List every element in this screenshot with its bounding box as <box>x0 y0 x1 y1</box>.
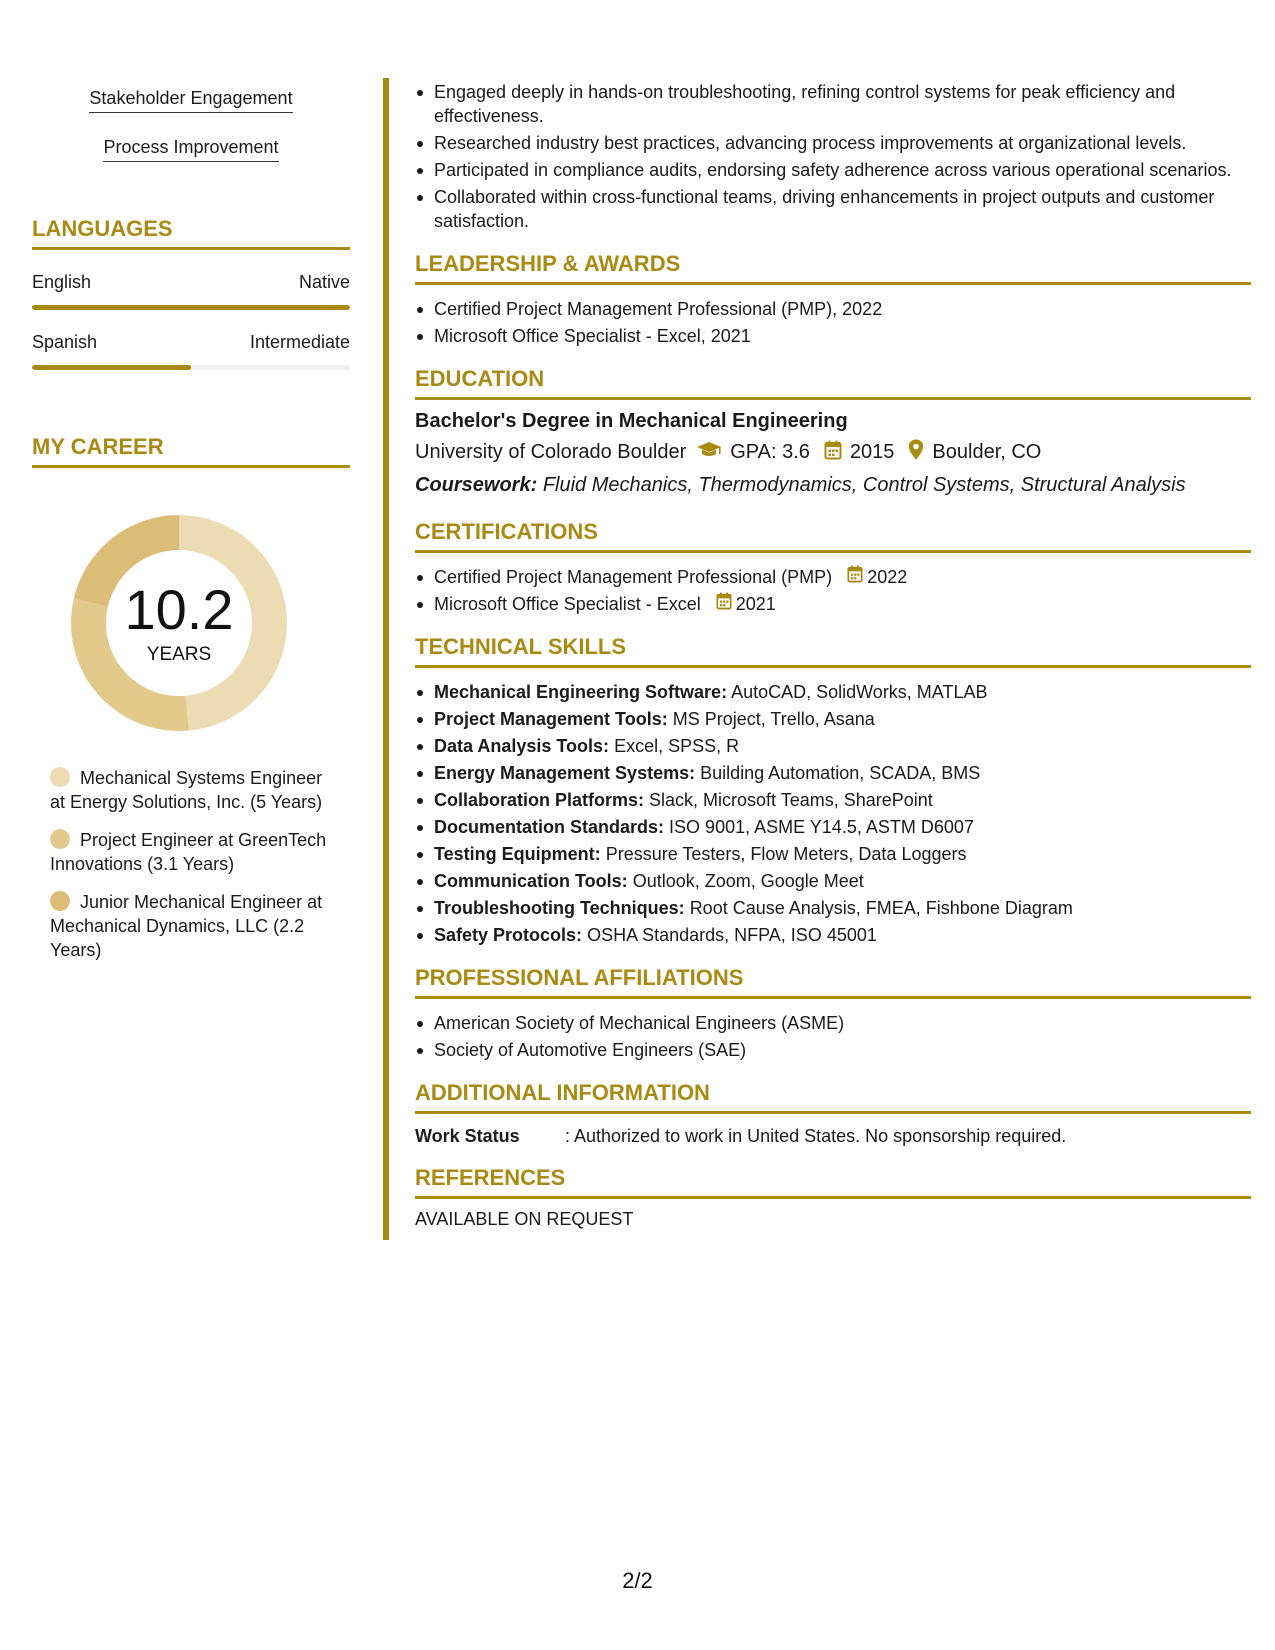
calendar-icon <box>847 565 867 589</box>
list-item: Collaborated within cross-functional teams, driving enhancements in project outputs and customer satisfaction. <box>434 185 1251 233</box>
leadership-list <box>415 297 1251 348</box>
skill-category: Troubleshooting Techniques: <box>434 898 685 918</box>
skill-category: Testing Equipment: <box>434 844 601 864</box>
list-item <box>434 592 1251 616</box>
list-item <box>434 842 1251 866</box>
certifications-list <box>415 565 1251 616</box>
right-column <box>415 80 1251 1230</box>
language-name: Spanish <box>32 332 98 352</box>
calendar-icon <box>824 440 842 466</box>
references-text: AVAILABLE ON REQUEST <box>415 1209 634 1229</box>
school-name: University of Colorado Boulder <box>415 441 687 463</box>
column-divider <box>383 78 389 1240</box>
skill-category: Project Management Tools: <box>434 709 668 729</box>
list-item: Society of Automotive Engineers (SAE) <box>434 1038 1251 1062</box>
skill-category: Data Analysis Tools: <box>434 736 610 756</box>
career-unit: YEARS <box>146 644 212 665</box>
education-location: Boulder, CO <box>932 441 1042 463</box>
languages-section <box>32 216 350 370</box>
degree: Bachelor's Degree in Mechanical Engineering <box>415 410 848 432</box>
language-bar <box>32 305 350 310</box>
list-item <box>434 565 1251 589</box>
technical-skills-list <box>415 680 1251 947</box>
career-donut-chart <box>66 510 292 736</box>
education-entry <box>415 410 1251 497</box>
experience-bullets <box>415 80 1251 233</box>
language-bar-fill <box>32 305 350 310</box>
affiliations-list <box>415 1011 1251 1062</box>
page-number: 2/2 <box>622 1568 653 1593</box>
skill-category: Mechanical Engineering Software: <box>434 682 728 702</box>
language-level: Native <box>298 272 350 292</box>
skill-values: Building Automation, SCADA, BMS <box>700 763 981 783</box>
calendar-icon <box>716 592 736 616</box>
skill-tag: Process Improvement <box>103 137 278 162</box>
education-details <box>415 439 1251 466</box>
left-column <box>32 78 350 976</box>
legend-dot-icon <box>50 767 70 787</box>
skill-values: MS Project, Trello, Asana <box>672 709 875 729</box>
work-status-label: Work Status <box>415 1126 520 1146</box>
skill-values: Slack, Microsoft Teams, SharePoint <box>649 790 933 810</box>
graduation-cap-icon <box>696 441 722 465</box>
skill-category: Safety Protocols: <box>434 925 583 945</box>
list-item <box>434 788 1251 812</box>
list-item <box>434 761 1251 785</box>
list-item: Certified Project Management Professional (PMP), 2022 <box>434 297 1251 321</box>
list-item <box>434 896 1251 920</box>
skill-values: Pressure Testers, Flow Meters, Data Loggers <box>605 844 967 864</box>
location-pin-icon <box>908 439 924 466</box>
certification-year: 2021 <box>735 594 776 614</box>
skill-values: Root Cause Analysis, FMEA, Fishbone Diagram <box>689 898 1073 918</box>
career-item-label: Project Engineer at GreenTech Innovations (3.1 Years) <box>50 830 327 874</box>
skill-values: Excel, SPSS, R <box>614 736 740 756</box>
skill-values: OSHA Standards, NFPA, ISO 45001 <box>587 925 877 945</box>
technical-skills-heading: TECHNICAL SKILLS <box>415 634 1251 668</box>
language-item <box>32 272 350 310</box>
gpa: GPA: 3.6 <box>730 441 810 463</box>
career-total: 10.2 <box>124 578 234 641</box>
legend-dot-icon <box>50 829 70 849</box>
list-item <box>434 923 1251 947</box>
language-level: Intermediate <box>249 332 350 352</box>
list-item <box>434 707 1251 731</box>
career-item-label: Junior Mechanical Engineer at Mechanical Dynamics, LLC (2.2 Years) <box>50 892 323 960</box>
certification-year: 2022 <box>867 567 908 587</box>
graduation-year: 2015 <box>849 441 895 463</box>
career-legend <box>50 766 330 962</box>
languages-heading: LANGUAGES <box>32 216 350 250</box>
coursework-list: Fluid Mechanics, Thermodynamics, Control Systems, Structural Analysis <box>542 474 1186 496</box>
work-status-row <box>415 1126 1251 1147</box>
list-item: Participated in compliance audits, endorsing safety adherence across various operational scenarios. <box>434 158 1251 182</box>
language-item <box>32 332 350 370</box>
certifications-heading: CERTIFICATIONS <box>415 519 1251 553</box>
work-status-value: : Authorized to work in United States. No sponsorship required. <box>565 1126 1067 1146</box>
language-bar <box>32 365 350 370</box>
certification-date <box>847 565 907 589</box>
coursework-label: Coursework: <box>415 474 538 496</box>
skill-tag: Stakeholder Engagement <box>89 88 292 113</box>
list-item: American Society of Mechanical Engineers (ASME) <box>434 1011 1251 1035</box>
skill-values: ISO 9001, ASME Y14.5, ASTM D6007 <box>669 817 974 837</box>
certification-name: Certified Project Management Professional (PMP) <box>434 567 833 587</box>
language-name: English <box>32 272 92 292</box>
list-item <box>434 734 1251 758</box>
skill-category: Communication Tools: <box>434 871 628 891</box>
legend-dot-icon <box>50 891 70 911</box>
affiliations-heading: PROFESSIONAL AFFILIATIONS <box>415 965 1251 999</box>
list-item <box>434 869 1251 893</box>
list-item <box>434 680 1251 704</box>
skill-values: Outlook, Zoom, Google Meet <box>632 871 864 891</box>
skill-tags <box>32 78 350 172</box>
additional-info-heading: ADDITIONAL INFORMATION <box>415 1080 1251 1114</box>
career-item-label: Mechanical Systems Engineer at Energy Solutions, Inc. (5 Years) <box>50 768 323 812</box>
career-heading: MY CAREER <box>32 434 350 468</box>
list-item: Engaged deeply in hands-on troubleshooting, refining control systems for peak efficiency and effectiveness. <box>434 80 1251 128</box>
language-bar-fill <box>32 365 191 370</box>
skill-values: AutoCAD, SolidWorks, MATLAB <box>731 682 988 702</box>
skill-category: Collaboration Platforms: <box>434 790 645 810</box>
career-item <box>50 766 330 814</box>
references-heading: REFERENCES <box>415 1165 1251 1199</box>
skill-category: Documentation Standards: <box>434 817 665 837</box>
list-item: Researched industry best practices, advancing process improvements at organizational levels. <box>434 131 1251 155</box>
career-item <box>50 828 330 876</box>
leadership-heading: LEADERSHIP & AWARDS <box>415 251 1251 285</box>
career-section <box>32 434 350 962</box>
certification-name: Microsoft Office Specialist - Excel <box>434 594 701 614</box>
list-item: Microsoft Office Specialist - Excel, 2021 <box>434 324 1251 348</box>
career-item <box>50 890 330 962</box>
education-heading: EDUCATION <box>415 366 1251 400</box>
coursework <box>415 474 1251 497</box>
list-item <box>434 815 1251 839</box>
skill-category: Energy Management Systems: <box>434 763 696 783</box>
certification-date <box>716 592 776 616</box>
